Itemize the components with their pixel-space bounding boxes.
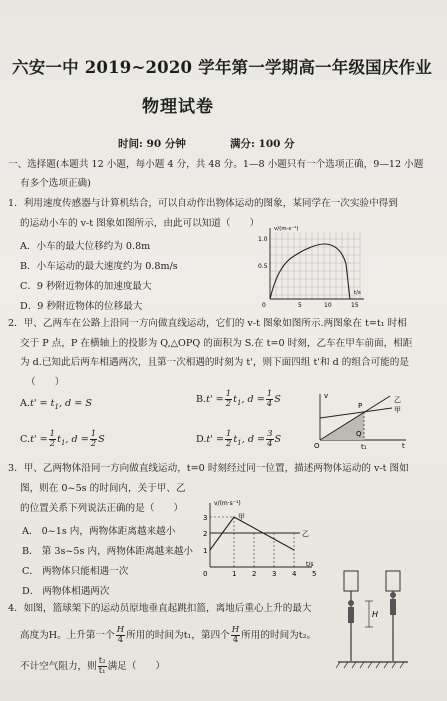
score-info — [230, 136, 295, 151]
q3-option-d: D． 两物体相遇两次 — [22, 586, 110, 597]
q3-tick-y1: 1 — [203, 547, 208, 555]
q2-p-label: P — [358, 402, 363, 410]
section1-line2: 有多个选项正确) — [20, 178, 91, 189]
q3-tick-x2: 2 — [252, 570, 257, 578]
q1-tick-x15: 15 — [351, 302, 359, 309]
q2-line1: 2．甲、乙两车在公路上沿同一方向做直线运动，它们的 v-t 图象如图所示.两图象在 t=t₁ 时相 — [8, 318, 407, 329]
q3-vt-graph — [196, 497, 324, 583]
time-label: 时间: — [118, 138, 143, 150]
q3-tick-x3: 3 — [272, 570, 277, 578]
q3-xlabel: t/s — [306, 561, 314, 568]
q3-tick-x4: 4 — [292, 570, 297, 578]
player-left-head — [348, 600, 354, 606]
q3-tick-y2: 2 — [203, 530, 208, 538]
q2-option-b: B.t' = $\frac{1}{2}$ $t_1$, d = $\frac{1}{4}$ S — [196, 389, 281, 409]
section1-line1: 一、选择题(本题共 12 小题，每小题 4 分，共 48 分。1—8 小题只有一个选项正确，9—12 小题 — [8, 159, 424, 170]
q1-ylabel: v/(m·s⁻¹) — [274, 226, 299, 232]
q2-line4: （ ） — [26, 377, 65, 388]
q1-option-d: D．9 秒附近物体的位移最大 — [20, 301, 143, 312]
ground-hatch — [336, 662, 404, 668]
q2-line2: 交于 P 点，P 在横轴上的投影为 Q,△OPQ 的面积为 S.在 t=0 时刻，乙车在甲车前面，相距 — [20, 338, 413, 349]
q2-t1-label: t₁ — [361, 443, 367, 451]
q2-option-a: $A.t' = t_1$, d = S — [20, 398, 92, 411]
q1-tick-y1: 1.0 — [258, 236, 268, 243]
player-left-body — [348, 607, 354, 623]
q1-tick-x5: 5 — [298, 302, 302, 309]
q3-ylabel: v/(m·s⁻¹) — [214, 500, 241, 507]
q2-vt-graph — [310, 392, 410, 452]
q3-jia-label: 甲 — [238, 513, 245, 521]
q4-line1: 4．如图，篮球架下的运动员原地垂直起跳扣篮，离地后重心上升的最大 — [8, 603, 312, 614]
exam-title: 六安一中 2019~2020 学年第一学期高一年级国庆作业 — [12, 58, 432, 77]
q2-line-yi — [320, 408, 392, 418]
q3-tick-x1: 1 — [232, 570, 237, 578]
q4-basketball-figure — [336, 565, 410, 671]
q1-origin: 0 — [262, 302, 266, 309]
q4-line2: 高度为H。上升第一个 $\frac{H}{4}$ 所用的时间为t₁，第四个 $\frac{H}{4}$ 所用的时间为t₂。 — [20, 625, 317, 645]
player-right-head — [390, 592, 396, 598]
q3-dashed-guides — [210, 517, 294, 567]
score-value: 100 分 — [258, 138, 295, 150]
q3-yi-label: 乙 — [302, 530, 309, 538]
q2-option-d: D.t' = $\frac{1}{2}$ $t_1$, d = $\frac{3}{4}$ S — [196, 429, 282, 449]
q1-line2: 的运动小车的 v-t 图象如图所示，由此可以知道（ ） — [20, 218, 260, 229]
q1-option-a: A．小车的最大位移约为 0.8m — [20, 241, 151, 252]
q2-jia-label: 甲 — [394, 406, 401, 414]
q2-line3: 为 d.已知此后两车相遇两次，且第一次相遇的时刻为 t'，则下面四组 t'和 d 的组合可能的是 — [20, 357, 409, 368]
q3-tick-y3: 3 — [203, 514, 208, 522]
q3-option-a: A． 0~1s 内，两物体距离越来越小 — [22, 526, 176, 537]
q1-line1: 1．利用速度传感器与计算机结合，可以自动作出物体运动的图象，某同学在一次实验中得到 — [8, 198, 398, 209]
q3-option-c: C． 两物体只能相遇一次 — [22, 566, 129, 577]
q3-line1: 3．甲、乙两物体沿同一方向做直线运动，t=0 时刻经过同一位置，描述两物体运动的 v-t 图如 — [8, 463, 409, 474]
q1-option-c: C．9 秒附近物体的加速度最大 — [20, 281, 152, 292]
exam-subtitle: 物理试卷 — [142, 97, 214, 117]
backboard-right — [386, 571, 400, 591]
q3-origin: 0 — [203, 570, 208, 578]
q2-q-label: Q — [356, 430, 362, 438]
q2-yi-label: 乙 — [394, 396, 401, 404]
q2-v-label: v — [324, 392, 329, 400]
q2-option-c: C.t' = $\frac{1}{2}$ $t_1$, d = $\frac{1}{2}$ S — [20, 429, 105, 449]
q3-line2: 图，则在 0~5s 的时间内，关于甲、乙 — [20, 483, 186, 494]
q1-option-b: B．小车运动的最大速度约为 0.8m/s — [20, 261, 178, 272]
q3-option-b: B． 第 3s~5s 内，两物体距离越来越小 — [22, 546, 194, 557]
player-right-body — [390, 599, 396, 615]
q3-line3: 的位置关系下列说法正确的是（ ） — [20, 503, 184, 514]
q1-vt-graph — [258, 224, 370, 314]
q2-t-label: t — [402, 442, 405, 450]
q1-tick-y05: 0.5 — [258, 263, 268, 270]
backboard-left — [344, 571, 358, 591]
q1-xlabel: t/s — [354, 290, 361, 296]
q2-o-label: O — [314, 442, 320, 450]
time-value: 90 分钟 — [146, 138, 186, 150]
q1-tick-x10: 10 — [324, 302, 332, 309]
time-info — [118, 136, 186, 151]
q4-line3: 不计空气阻力，则 $\frac{\text{t₂}}{\text{t₁}}$ 满足（ ） — [20, 656, 166, 676]
q4-h-label: H — [372, 610, 379, 619]
q3-tick-x5: 5 — [312, 570, 317, 578]
score-label: 满分: — [230, 138, 255, 150]
